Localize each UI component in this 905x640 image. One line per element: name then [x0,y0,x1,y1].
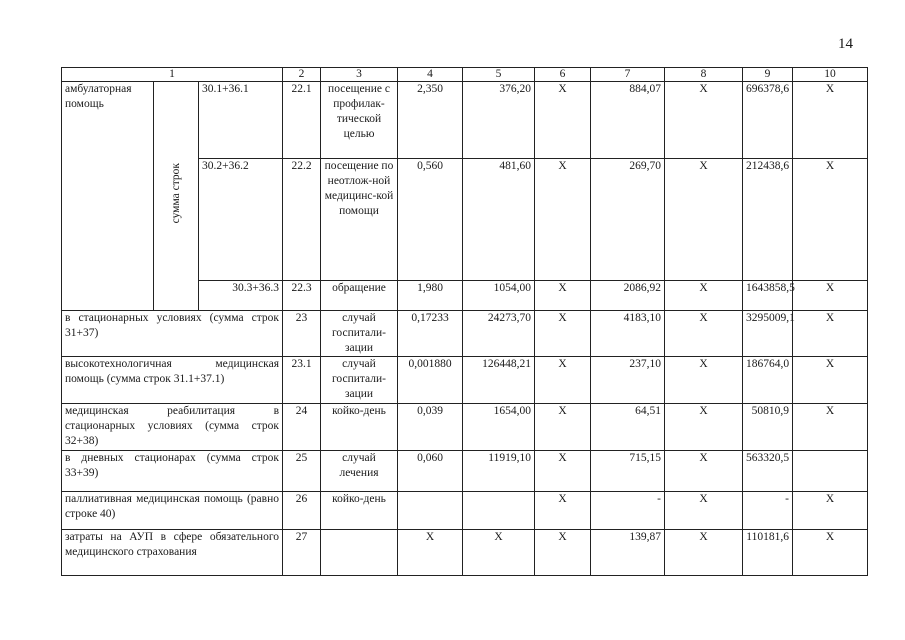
financing-table [61,67,868,576]
value-cell: X [665,357,743,404]
value-cell: 3295009,1 [743,311,793,357]
code-cell: 22.3 [283,281,321,311]
header-cell-3: 3 [321,68,398,82]
value-cell: X [535,451,591,492]
value-cell: X [793,530,868,576]
value-cell: X [793,492,868,530]
value-cell: X [535,404,591,451]
table-row [62,451,868,492]
code-cell: 26 [283,492,321,530]
value-cell: X [665,404,743,451]
value-cell: X [535,357,591,404]
unit-cell: посещение с профилак-тической целью [321,82,398,159]
row-label: в дневных стационарах (сумма строк 33+39) [62,451,283,492]
sum-label: сумма строк [169,163,182,224]
value-cell: 563320,5 [743,451,793,492]
formula-cell: 30.1+36.1 [199,82,283,159]
value-cell: X [793,404,868,451]
value-cell: 1054,00 [463,281,535,311]
value-cell: 696378,6 [743,82,793,159]
value-cell: 186764,0 [743,357,793,404]
row-label: паллиативная медицинская помощь (равно строке 40) [62,492,283,530]
table-row [62,82,868,159]
header-cell-9: 9 [743,68,793,82]
value-cell: - [591,492,665,530]
value-cell: 24273,70 [463,311,535,357]
value-cell: 0,560 [398,159,463,281]
value-cell: X [665,492,743,530]
unit-cell: посещение по неотлож-ной медицинс-кой помощи [321,159,398,281]
value-cell: X [535,311,591,357]
code-cell: 22.1 [283,82,321,159]
value-cell: X [535,530,591,576]
code-cell: 22.2 [283,159,321,281]
value-cell: X [793,82,868,159]
table-row [62,492,868,530]
value-cell: 884,07 [591,82,665,159]
header-cell-7: 7 [591,68,665,82]
sum-label-cell [154,82,199,311]
table-row [62,311,868,357]
unit-cell: случай госпитали-зации [321,311,398,357]
value-cell: X [793,357,868,404]
value-cell: 139,87 [591,530,665,576]
value-cell: X [665,451,743,492]
value-cell: X [535,159,591,281]
header-row [62,68,868,82]
header-cell-1: 1 [62,68,283,82]
value-cell: X [463,530,535,576]
value-cell: 237,10 [591,357,665,404]
value-cell: X [398,530,463,576]
value-cell: 212438,6 [743,159,793,281]
value-cell: X [535,82,591,159]
header-cell-8: 8 [665,68,743,82]
formula-cell: 30.3+36.3 [199,281,283,311]
value-cell: 0,039 [398,404,463,451]
header-cell-6: 6 [535,68,591,82]
table-row [62,404,868,451]
value-cell: 1654,00 [463,404,535,451]
row-label: высокотехнологичная медицинская помощь (сумма строк 31.1+37.1) [62,357,283,404]
page-number: 14 [838,36,853,52]
value-cell: 110181,6 [743,530,793,576]
value-cell: 4183,10 [591,311,665,357]
table-row [62,357,868,404]
header-cell-4: 4 [398,68,463,82]
value-cell: 2,350 [398,82,463,159]
unit-cell: обращение [321,281,398,311]
value-cell: X [535,492,591,530]
value-cell: 0,17233 [398,311,463,357]
value-cell: X [665,159,743,281]
code-cell: 25 [283,451,321,492]
value-cell: - [743,492,793,530]
value-cell: 11919,10 [463,451,535,492]
header-cell-5: 5 [463,68,535,82]
header-cell-10: 10 [793,68,868,82]
code-cell: 27 [283,530,321,576]
value-cell: X [793,281,868,311]
row-label: амбулаторная помощь [62,82,154,311]
value-cell: 64,51 [591,404,665,451]
value-cell: X [793,159,868,281]
unit-cell: койко-день [321,492,398,530]
code-cell: 23.1 [283,357,321,404]
value-cell: 0,001880 [398,357,463,404]
value-cell: 481,60 [463,159,535,281]
row-label: в стационарных условиях (сумма строк 31+37) [62,311,283,357]
value-cell: X [665,530,743,576]
unit-cell: койко-день [321,404,398,451]
unit-cell [321,530,398,576]
value-cell: 2086,92 [591,281,665,311]
row-label: медицинская реабилитация в стационарных условиях (сумма строк 32+38) [62,404,283,451]
value-cell: 50810,9 [743,404,793,451]
value-cell: X [665,281,743,311]
value-cell [463,492,535,530]
value-cell: X [665,311,743,357]
code-cell: 24 [283,404,321,451]
value-cell: 376,20 [463,82,535,159]
value-cell [398,492,463,530]
table-row [62,530,868,576]
value-cell: X [793,311,868,357]
row-label: затраты на АУП в сфере обязательного медицинского страхования [62,530,283,576]
code-cell: 23 [283,311,321,357]
value-cell: X [535,281,591,311]
header-cell-2: 2 [283,68,321,82]
unit-cell: случай лечения [321,451,398,492]
unit-cell: случай госпитали-зации [321,357,398,404]
formula-cell: 30.2+36.2 [199,159,283,281]
value-cell: 0,060 [398,451,463,492]
value-cell [793,451,868,492]
value-cell: 715,15 [591,451,665,492]
value-cell: 1643858,5 [743,281,793,311]
value-cell: 269,70 [591,159,665,281]
value-cell: X [665,82,743,159]
value-cell: 126448,21 [463,357,535,404]
value-cell: 1,980 [398,281,463,311]
